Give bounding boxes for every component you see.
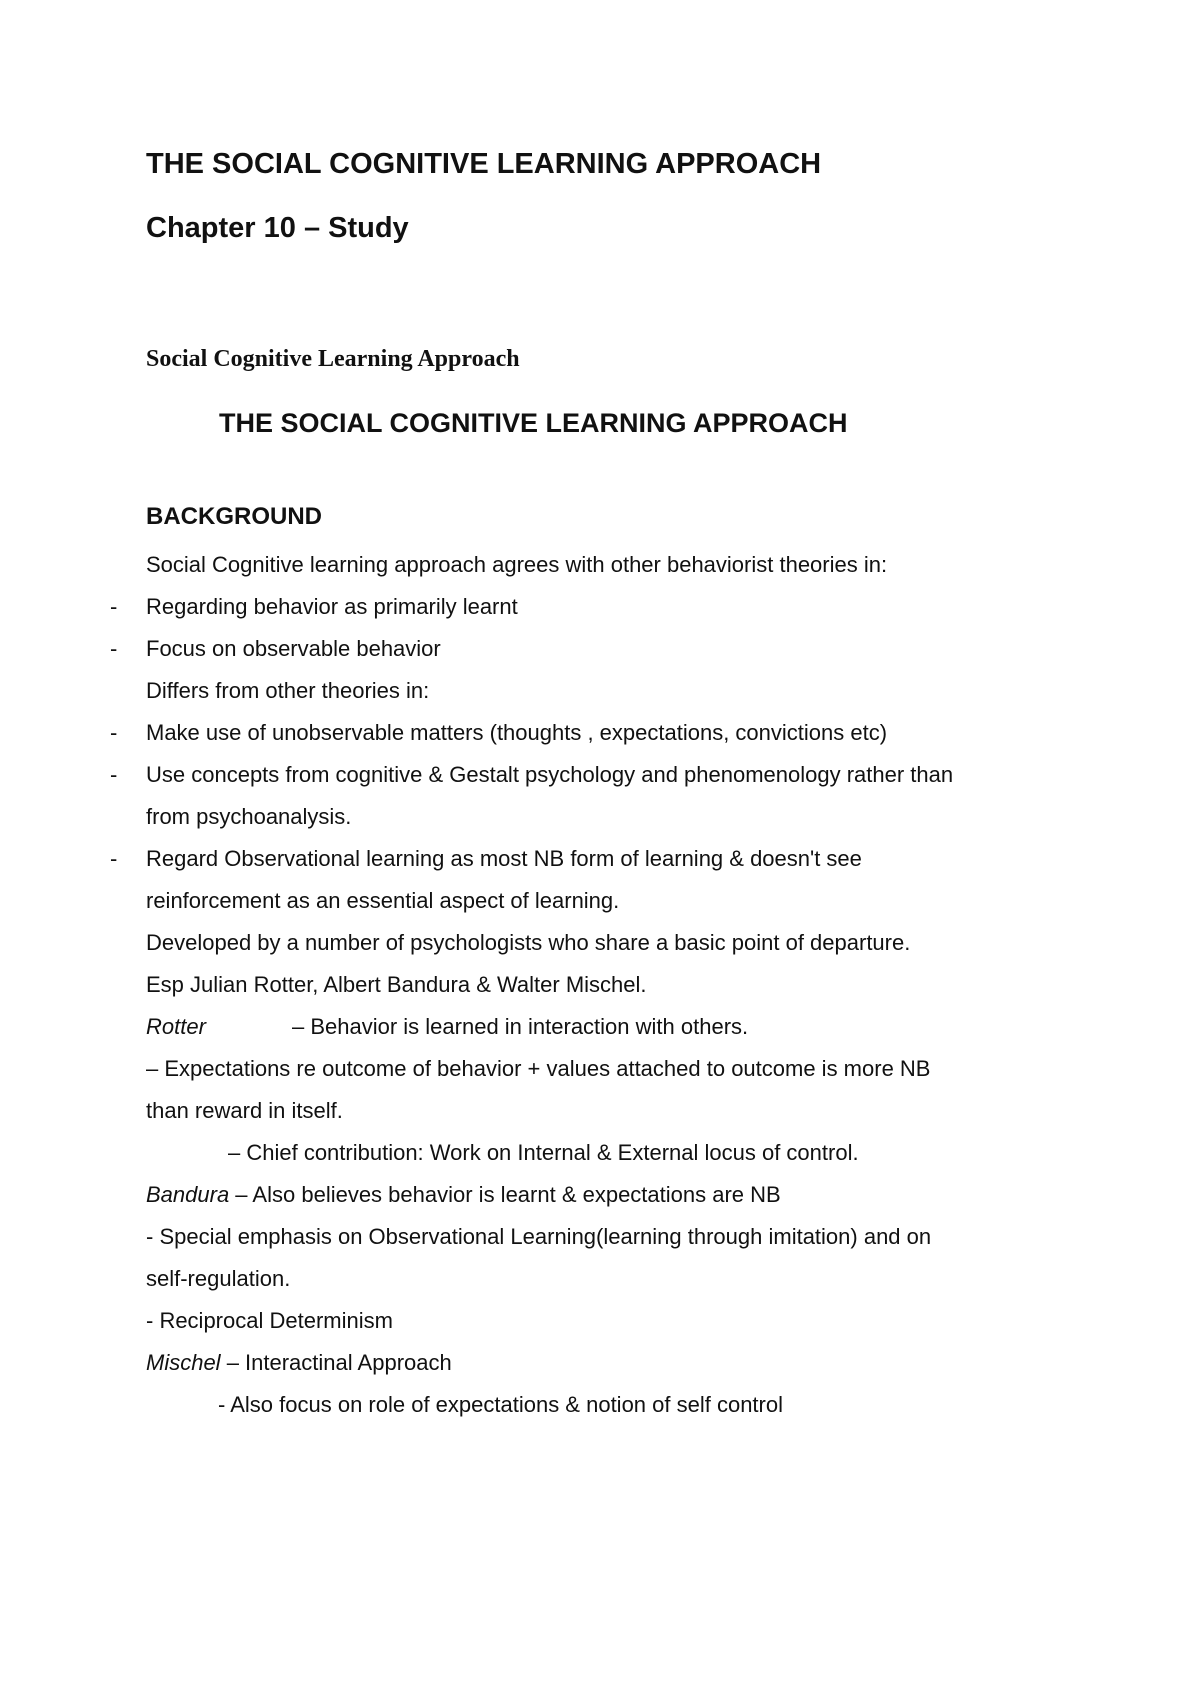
bullet-marker: - (110, 594, 118, 619)
bullet-marker: - (110, 720, 118, 745)
bullet-item: Regard Observational learning as most NB form of learning & doesn't see (146, 846, 862, 871)
document-title: THE SOCIAL COGNITIVE LEARNING APPROACH (146, 148, 822, 180)
text-line: Esp Julian Rotter, Albert Bandura & Walter Mischel. (146, 972, 647, 997)
bandura-line (146, 1181, 781, 1209)
name-mischel: Mischel (146, 1350, 221, 1375)
text-line: Developed by a number of psychologists who share a basic point of departure. (146, 930, 911, 955)
bullet-continuation: reinforcement as an essential aspect of learning. (146, 888, 620, 913)
text-line: self-regulation. (146, 1266, 291, 1291)
section-heading-background: BACKGROUND (146, 503, 322, 530)
name-rotter: Rotter (146, 1014, 206, 1039)
text-line: - Also focus on role of expectations & notion of self control (218, 1392, 783, 1417)
name-bandura: Bandura (146, 1182, 230, 1207)
bullet-item: Focus on observable behavior (146, 636, 441, 661)
text-span: – Interactinal Approach (220, 1350, 452, 1375)
bullet-item: Use concepts from cognitive & Gestalt psychology and phenomenology rather than (146, 762, 954, 787)
text-line: Differs from other theories in: (146, 678, 430, 703)
bullet-marker: - (110, 636, 118, 661)
bullet-item: Regarding behavior as primarily learnt (146, 594, 518, 619)
centered-title: THE SOCIAL COGNITIVE LEARNING APPROACH (219, 408, 848, 438)
text-line: than reward in itself. (146, 1098, 343, 1123)
text-line: - Special emphasis on Observational Learning(learning through imitation) and on (146, 1224, 932, 1249)
chapter-heading: Chapter 10 – Study (146, 212, 409, 244)
bullet-marker: - (110, 762, 118, 787)
bullet-marker: - (110, 846, 118, 871)
bullet-item: Make use of unobservable matters (thoughts , expectations, convictions etc) (146, 720, 888, 745)
text-line: - Reciprocal Determinism (146, 1308, 393, 1333)
text-line: – Chief contribution: Work on Internal & External locus of control. (228, 1140, 859, 1165)
text-line: Social Cognitive learning approach agrees with other behaviorist theories in: (146, 552, 888, 577)
text-span: – Also believes behavior is learnt & expectations are NB (229, 1182, 781, 1207)
bullet-continuation: from psychoanalysis. (146, 804, 352, 829)
mischel-line (146, 1349, 452, 1377)
text-line: – Expectations re outcome of behavior + values attached to outcome is more NB (146, 1056, 931, 1081)
text-line: – Behavior is learned in interaction with others. (292, 1014, 749, 1039)
subtitle: Social Cognitive Learning Approach (146, 346, 520, 372)
